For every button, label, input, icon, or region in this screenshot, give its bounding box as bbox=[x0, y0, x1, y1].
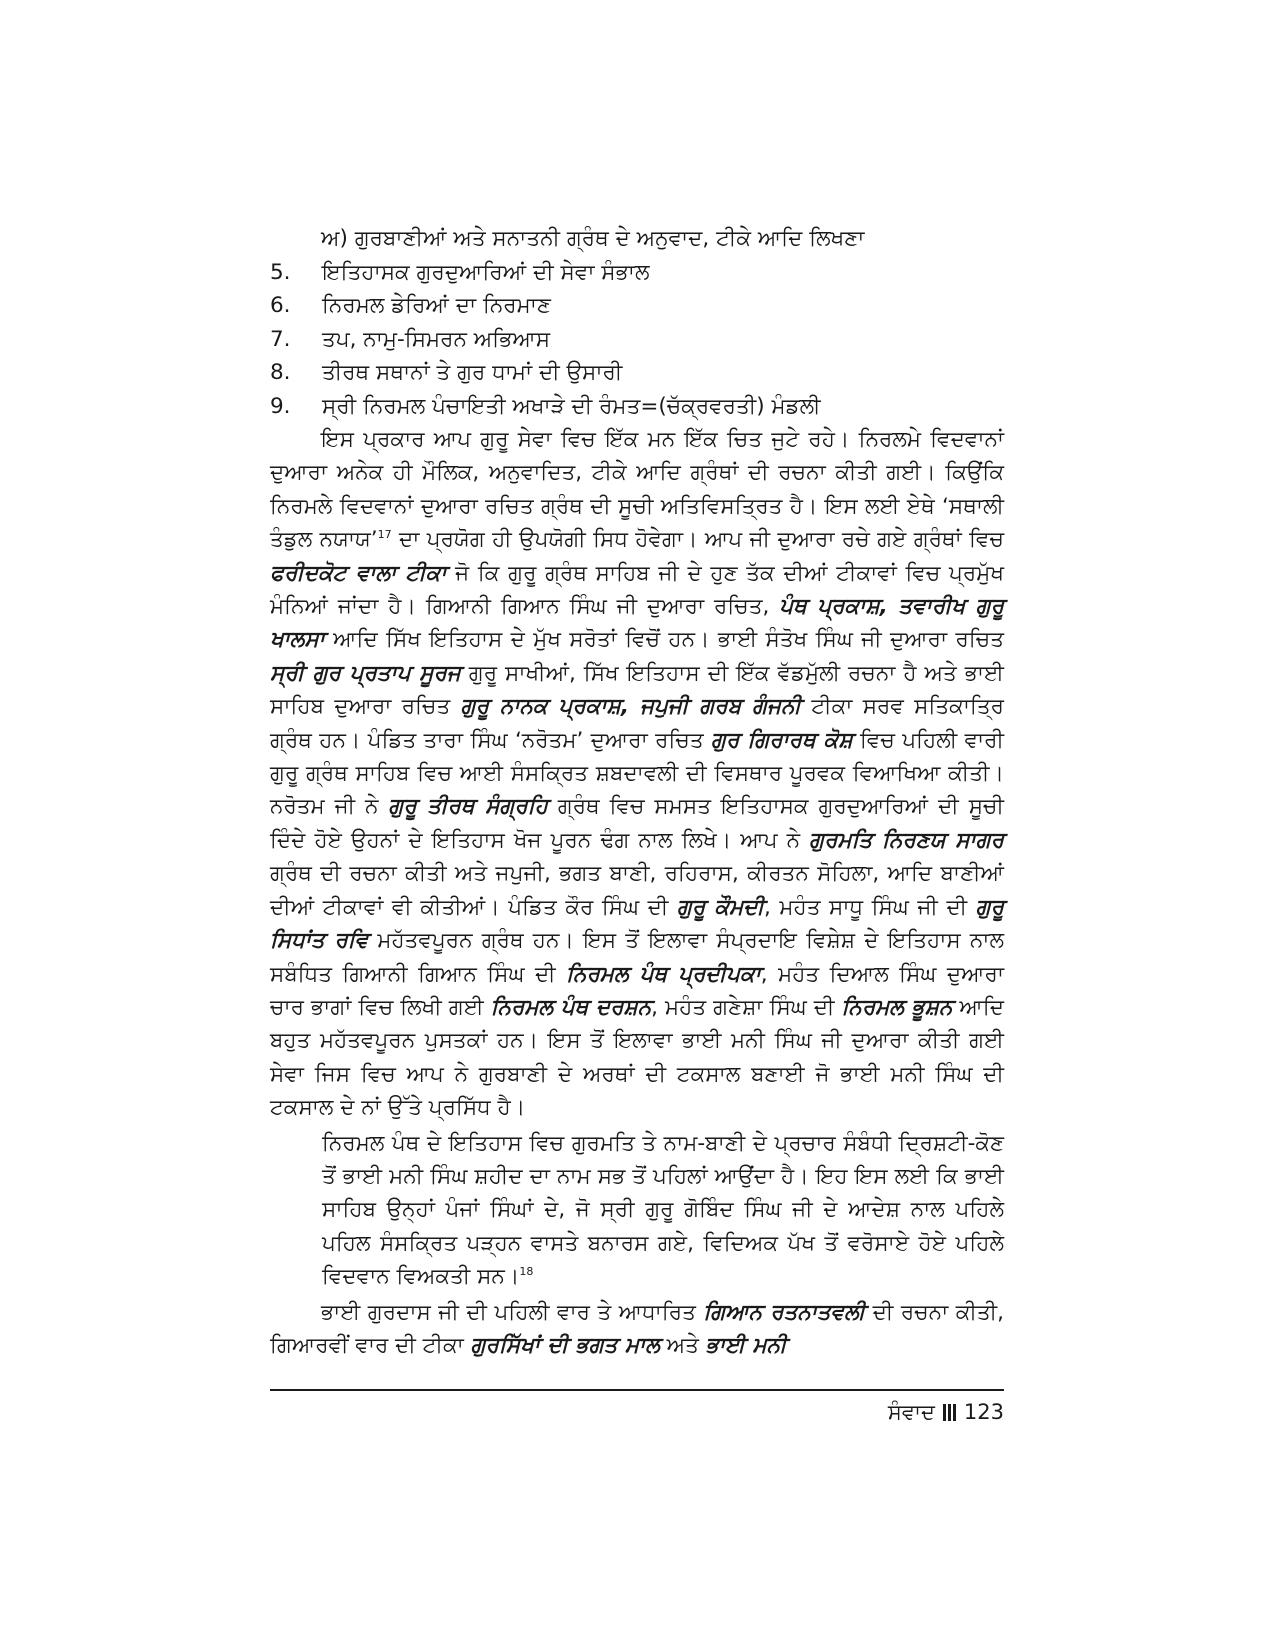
book-title: ਨਿਰਮਲ ਭੂਸ਼ਨ bbox=[841, 994, 953, 1020]
text-run: ਆਦਿ ਬਹੁਤ ਮਹੱਤਵਪੂਰਨ ਪੁਸਤਕਾਂ ਹਨ। ਇਸ ਤੋਂ ਇਲਾਵਾ ਭਾਈ ਮਨੀ ਸਿੰਘ ਜੀ ਦੁਆਰਾ ਕੀਤੀ ਗਈ ਸੇਵਾ ਜਿਸ ਵਿਚ ਆਪ ਨੇ ਗੁਰਬਾਣੀ ਦੇ ਅਰਥਾਂ ਦੀ ਟਕਸਾਲ ਬਣਾਈ ਜੋ ਭਾਈ ਮਨੀ ਸਿੰਘ ਦੀ ਟਕਸਾਲ ਦੇ ਨਾਂ ਉੱਤੇ ਪ੍ਰਸਿੱਧ ਹੈ। bbox=[270, 994, 1004, 1121]
body-paragraph bbox=[270, 423, 1004, 1125]
text-run: ਭਾਈ ਗੁਰਦਾਸ ਜੀ ਦੀ ਪਹਿਲੀ ਵਾਰ ਤੇ ਆਧਾਰਿਤ bbox=[321, 1299, 704, 1325]
list-number: 9. bbox=[270, 393, 291, 419]
book-title: ਨਿਰਮਲ ਪੰਥ ਪ੍ਰਦੀਪਕਾ bbox=[566, 961, 761, 987]
book-title: ਪੰਥ ਪ੍ਰਕਾਸ਼, ਤਵਾਰੀਖ ਗੁਰੂ ਖਾਲਸਾ bbox=[270, 594, 1004, 653]
quote-text: ਨਿਰਮਲ ਪੰਥ ਦੇ ਇਤਿਹਾਸ ਵਿਚ ਗੁਰਮਤਿ ਤੇ ਨਾਮ-ਬਾਣੀ ਦੇ ਪ੍ਰਚਾਰ ਸੰਬੰਧੀ ਦ੍ਰਿਸ਼ਟੀ-ਕੋਣ ਤੋਂ ਭਾਈ ਮਨੀ ਸਿੰਘ ਸ਼ਹੀਦ ਦਾ ਨਾਮ ਸਭ ਤੋਂ ਪਹਿਲਾਂ ਆਉਂਦਾ ਹੈ। ਇਹ ਇਸ ਲਈ ਕਿ ਭਾਈ ਸਾਹਿਬ ਉਨ੍ਹਾਂ ਪੰਜਾਂ ਸਿੰਘਾਂ ਦੇ, ਜੋ ਸ੍ਰੀ ਗੁਰੂ ਗੋਬਿੰਦ ਸਿੰਘ ਜੀ ਦੇ ਆਦੇਸ਼ ਨਾਲ ਪਹਿਲੇ ਪਹਿਲ ਸੰਸਕ੍ਰਿਤ ਪੜ੍ਹਨ ਵਾਸਤੇ ਬਨਾਰਸ ਗਏ, ਵਿਦਿਅਕ ਪੱਖ ਤੋਂ ਵਰੋਸਾਏ ਹੋਏ ਪਹਿਲੇ ਵਿਦਵਾਨ ਵਿਅਕਤੀ ਸਨ। bbox=[322, 1130, 1004, 1290]
text-run: , ਮਹੰਤ ਗਣੇਸ਼ਾ ਸਿੰਘ ਦੀ bbox=[651, 994, 842, 1020]
list-item bbox=[270, 289, 1004, 323]
block-quote bbox=[322, 1127, 1004, 1294]
body-paragraph bbox=[270, 1296, 1004, 1363]
list-number: 7. bbox=[270, 326, 291, 352]
book-title: ਗਿਆਨ ਰਤਨਾਤਵਲੀ bbox=[703, 1299, 866, 1325]
list-text: ਨਿਰਮਲ ਡੇਰਿਆਂ ਦਾ ਨਿਰਮਾਣ bbox=[322, 293, 551, 318]
book-title: ਗੁਰੂ ਤੀਰਥ ਸੰਗ੍ਰਹਿ bbox=[388, 794, 548, 820]
page-number: 123 bbox=[963, 1400, 1004, 1424]
footnote-ref: 17 bbox=[377, 528, 392, 542]
footnote-ref: 18 bbox=[519, 1265, 534, 1278]
list-text: ਤੀਰਥ ਸਥਾਨਾਂ ਤੇ ਗੁਰ ਧਾਮਾਂ ਦੀ ਉਸਾਰੀ bbox=[322, 360, 623, 385]
book-title: ਗੁਰ ਗਿਰਾਰਥ ਕੋਸ਼ bbox=[711, 727, 853, 753]
list-number: 8. bbox=[270, 360, 291, 385]
text-run: ਮਹੱਤਵਪੂਰਨ ਗ੍ਰੰਥ ਹਨ। ਇਸ ਤੋਂ ਇਲਾਵਾ ਸੰਪ੍ਰਦਾਇ ਵਿਸ਼ੇਸ਼ ਦੇ ਇਤਿਹਾਸ ਨਾਲ ਸਬੰਧਿਤ ਗਿਆਨੀ ਗਿਆਨ ਸਿੰਘ ਦੀ bbox=[270, 928, 1004, 987]
text-run: ਆਦਿ ਸਿੱਖ ਇਤਿਹਾਸ ਦੇ ਮੁੱਖ ਸਰੋਤਾਂ ਵਿਚੋਂ ਹਨ। ਭਾਈ ਸੰਤੋਖ ਸਿੰਘ ਜੀ ਦੁਆਰਾ ਰਚਿਤ bbox=[324, 627, 1004, 653]
book-title: ਗੁਰਮਤਿ ਨਿਰਣਯ ਸਾਗਰ bbox=[809, 827, 1004, 853]
journal-name: ਸੰਵਾਦ bbox=[887, 1400, 935, 1424]
list-item bbox=[270, 390, 1004, 424]
text-run: ਗੁਰੂ ਸਾਖੀਆਂ, ਸਿੱਖ ਇਤਿਹਾਸ ਦੀ ਇੱਕ ਵੱਡਮੁੱਲੀ ਰਚਨਾ ਹੈ ਅਤੇ ਭਾਈ ਸਾਹਿਬ ਦੁਆਰਾ ਰਚਿਤ bbox=[270, 660, 1004, 720]
page-body bbox=[270, 222, 1004, 1362]
text-run: ਵਿਚ ਪਹਿਲੀ ਵਾਰੀ ਗੁਰੂ ਗ੍ਰੰਥ ਸਾਹਿਬ ਵਿਚ ਆਈ ਸੰਸਕ੍ਰਿਤ ਸ਼ਬਦਾਵਲੀ ਦੀ ਵਿਸਥਾਰ ਪੂਰਵਕ ਵਿਆਖਿਆ ਕੀਤੀ। ਨਰੋਤਮ ਜੀ ਨੇ bbox=[270, 727, 1004, 820]
text-run: ਜੋ ਕਿ ਗੁਰੂ ਗ੍ਰੰਥ ਸਾਹਿਬ ਜੀ ਦੇ ਹੁਣ ਤੱਕ ਦੀਆਂ ਟੀਕਾਵਾਂ ਵਿਚ ਪ੍ਰਮੁੱਖ ਮੰਨਿਆਂ ਜਾਂਦਾ ਹੈ। ਗਿਆਨੀ ਗਿਆਨ ਸਿੰਘ ਜੀ ਦੁਆਰਾ ਰਚਿਤ, bbox=[270, 560, 1004, 620]
text-run: ਦਾ ਪ੍ਰਯੋਗ ਹੀ ਉਪਯੋਗੀ ਸਿਧ ਹੋਵੇਗਾ। ਆਪ ਜੀ ਦੁਆਰਾ ਰਚੇ ਗਏ ਗ੍ਰੰਥਾਂ ਵਿਚ bbox=[391, 527, 1004, 553]
book-title: ਗੁਰੂ ਸਿਧਾਂਤ ਰਵਿ bbox=[270, 894, 1005, 954]
list-number: 5. bbox=[270, 259, 291, 285]
text-run: ਦੀ ਰਚਨਾ ਕੀਤੀ, ਗਿਆਰਵੀਂ ਵਾਰ ਦੀ ਟੀਕਾ bbox=[270, 1299, 1004, 1358]
text-run: ਗ੍ਰੰਥ ਵਿਚ ਸਮਸਤ ਇਤਿਹਾਸਕ ਗੁਰਦੁਆਰਿਆਂ ਦੀ ਸੂਚੀ ਦਿੰਦੇ ਹੋਏ ਉਹਨਾਂ ਦੇ ਇਤਿਹਾਸ ਖੋਜ ਪੂਰਨ ਢੰਗ ਨਾਲ ਲਿਖੇ। ਆਪ ਨੇ bbox=[270, 794, 1004, 853]
text-run: , ਮਹੰਤ ਸਾਧੂ ਸਿੰਘ ਜੀ ਦੀ bbox=[763, 894, 976, 920]
book-title: ਨਿਰਮਲ ਪੰਥ ਦਰਸ਼ਨ bbox=[490, 994, 652, 1020]
list-number: 6. bbox=[270, 293, 291, 318]
text-run: ਗ੍ਰੰਥ ਦੀ ਰਚਨਾ ਕੀਤੀ ਅਤੇ ਜਪੁਜੀ, ਭਗਤ ਬਾਣੀ, ਰਹਿਰਾਸ, ਕੀਰਤਨ ਸੋਹਿਲਾ, ਆਦਿ ਬਾਣੀਆਂ ਦੀਆਂ ਟੀਕਾਵਾਂ ਵੀ ਕੀਤੀਆਂ। ਪੰਡਿਤ ਕੌਰ ਸਿੰਘ ਦੀ bbox=[270, 861, 1004, 920]
list-item bbox=[270, 256, 1004, 290]
sub-item-a: ਅ) ਗੁਰਬਾਣੀਆਂ ਅਤੇ ਸਨਾਤਨੀ ਗ੍ਰੰਥ ਦੇ ਅਨੁਵਾਦ, ਟੀਕੇ ਆਦਿ ਲਿਖਣਾ bbox=[321, 226, 865, 251]
book-title: ਗੁਰਸਿੱਖਾਂ ਦੀ ਭਗਤ ਮਾਲ bbox=[470, 1332, 660, 1358]
text-run: ਅਤੇ bbox=[659, 1332, 706, 1358]
book-title: ਭਾਈ ਮਨੀ bbox=[705, 1332, 787, 1358]
list-item bbox=[270, 323, 1004, 357]
text-run: ਇਸ ਪ੍ਰਕਾਰ ਆਪ ਗੁਰੂ ਸੇਵਾ ਵਿਚ ਇੱਕ ਮਨ ਇੱਕ ਚਿਤ ਜੁਟੇ ਰਹੇ। ਨਿਰਲਮੇ ਵਿਦਵਾਨਾਂ ਦੁਆਰਾ ਅਨੇਕ ਹੀ ਮੌਲਿਕ, ਅਨੁਵਾਦਿਤ, ਟੀਕੇ ਆਦਿ ਗ੍ਰੰਥਾਂ ਦੀ ਰਚਨਾ ਕੀਤੀ ਗਈ। ਕਿਉਂਕਿ ਨਿਰਮਲੇ ਵਿਦਵਾਨਾਂ ਦੁਆਰਾ ਰਚਿਤ ਗ੍ਰੰਥ ਦੀ ਸੂਚੀ ਅਤਿਵਿਸਤ੍ਰਿਤ ਹੈ। ਇਸ ਲਈ ਏਥੇ ‘ਸਥਾਲੀ ਤੰਡੁਲ ਨਯਾਯ’ bbox=[270, 427, 1004, 553]
text-run: , ਮਹੰਤ ਦਿਆਲ ਸਿੰਘ ਦੁਆਰਾ ਚਾਰ ਭਾਗਾਂ ਵਿਚ ਲਿਖੀ ਗਈ bbox=[270, 961, 1004, 1020]
separator-bars-icon bbox=[943, 1399, 958, 1429]
list-text: ਸ੍ਰੀ ਨਿਰਮਲ ਪੰਚਾਇਤੀ ਅਖਾੜੇ ਦੀ ਰੰਮਤ=(ਚੱਕ੍ਰਵਰਤੀ) ਮੰਡਲੀ bbox=[322, 393, 821, 419]
list-text: ਤਪ, ਨਾਮੁ-ਸਿਮਰਨ ਅਭਿਆਸ bbox=[322, 326, 551, 352]
list-item bbox=[270, 356, 1004, 390]
text-run: ਟੀਕਾ ਸਰਵ ਸਤਿਕਾਤ੍ਰਿ ਗ੍ਰੰਥ ਹਨ। ਪੰਡਿਤ ਤਾਰਾ ਸਿੰਘ ‘ਨਰੋਤਮ’ ਦੁਆਰਾ ਰਚਿਤ bbox=[270, 694, 1004, 753]
book-title: ਗੁਰੂ ਕੌਮਦੀ bbox=[676, 894, 764, 920]
list-text: ਇਤਿਹਾਸਕ ਗੁਰਦੁਆਰਿਆਂ ਦੀ ਸੇਵਾ ਸੰਭਾਲ bbox=[322, 259, 650, 285]
page-footer bbox=[888, 1397, 1004, 1429]
book-title: ਫਰੀਦਕੋਟ ਵਾਲਾ ਟੀਕਾ bbox=[270, 560, 447, 586]
book-title: ਸ੍ਰੀ ਗੁਰ ਪ੍ਰਤਾਪ ਸੂਰਜ bbox=[270, 660, 461, 686]
footer-rule bbox=[270, 1389, 1004, 1391]
book-title: ਗੁਰੂ ਨਾਨਕ ਪ੍ਰਕਾਸ਼, ਜਪੁਜੀ ਗਰਬ ਗੰਜਨੀ bbox=[460, 694, 802, 720]
